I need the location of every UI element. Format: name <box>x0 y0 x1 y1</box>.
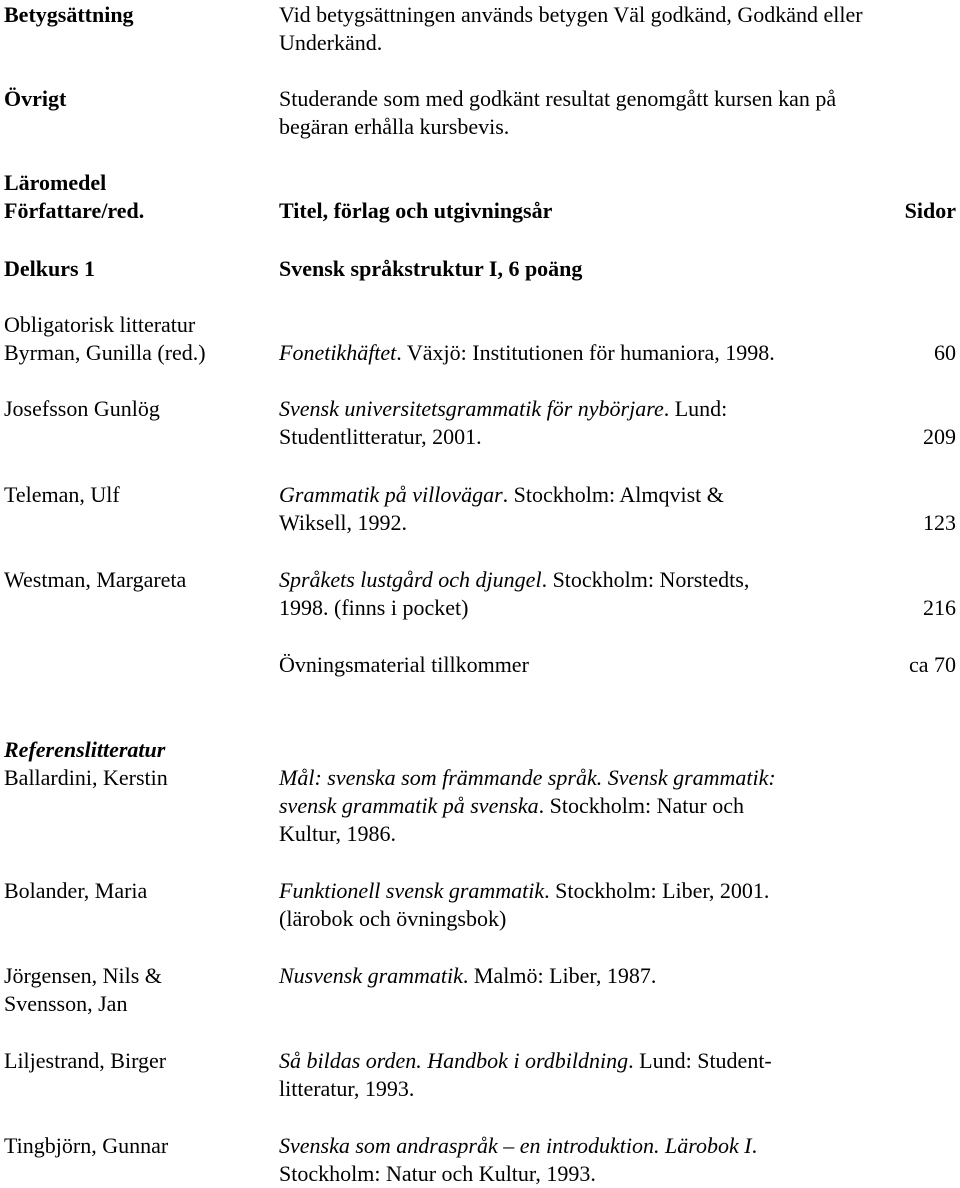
mandatory-title-line-1 <box>279 480 724 509</box>
mandatory-author: Teleman, Ulf <box>4 482 120 507</box>
reference-author-line-1: Jörgensen, Nils & <box>4 963 162 988</box>
reference-author: Liljestrand, Birger <box>4 1048 167 1073</box>
reference-title-line-2: (lärobok och övningsbok) <box>279 906 507 931</box>
pages-column-header: Sidor <box>904 198 956 223</box>
page-count: 216 <box>923 595 956 620</box>
book-title: Svensk universitetsgrammatik för nybörjare <box>279 396 664 421</box>
other-text-line-1: Studerande som med godkänt resultat genomgått kursen kan på <box>279 86 837 111</box>
mandatory-author: Josefsson Gunlög <box>4 396 160 421</box>
subcourse-label: Delkurs 1 <box>4 256 96 281</box>
grading-text-line-2: Underkänd. <box>279 30 383 55</box>
reference-title-line-1 <box>279 876 769 905</box>
reference-author: Tingbjörn, Gunnar <box>4 1133 169 1158</box>
reference-title-line-1: Mål: svenska som främmande språk. Svensk grammatik: <box>279 765 776 790</box>
publisher-info: . Växjö: Institutionen för humaniora, 1998. <box>396 340 775 365</box>
mandatory-literature-label: Obligatorisk litteratur <box>4 312 196 337</box>
subcourse-title: Svensk språkstruktur I, 6 poäng <box>279 256 583 281</box>
materials-label: Läromedel <box>4 170 107 195</box>
page-count: 60 <box>934 340 956 365</box>
reference-author: Bolander, Maria <box>4 878 148 903</box>
book-title: Språkets lustgård och djungel <box>279 567 542 592</box>
reference-title-line-2: litteratur, 1993. <box>279 1076 415 1101</box>
book-title: svensk grammatik på svenska <box>279 793 539 818</box>
reference-literature-label: Referenslitteratur <box>4 737 166 762</box>
publisher-info: . Lund: <box>663 396 728 421</box>
reference-author: Ballardini, Kerstin <box>4 765 168 790</box>
exercise-material-text: Övningsmaterial tillkommer <box>279 652 529 677</box>
author-column-header: Författare/red. <box>4 198 145 223</box>
mandatory-author: Byrman, Gunilla (red.) <box>4 340 206 365</box>
publisher-info: . Stockholm: Natur och <box>538 793 744 818</box>
reference-title-line-1 <box>279 1046 772 1075</box>
mandatory-title-line-2: Studentlitteratur, 2001. <box>279 424 482 449</box>
page-count: 123 <box>923 510 956 535</box>
book-title: Svenska som andraspråk – en introduktion. Lärobok I <box>279 1133 752 1158</box>
mandatory-title-line-1 <box>279 565 749 594</box>
reference-author-line-2: Svensson, Jan <box>4 991 128 1016</box>
reference-title-line-2 <box>279 791 744 820</box>
title-column-header: Titel, förlag och utgivningsår <box>279 198 553 223</box>
other-label: Övrigt <box>4 86 67 111</box>
publisher-info: . Lund: Student- <box>628 1048 772 1073</box>
mandatory-author: Westman, Margareta <box>4 567 187 592</box>
grading-label: Betygsättning <box>4 2 134 27</box>
mandatory-title-line-1 <box>279 338 775 367</box>
reference-title-line-1 <box>279 1131 757 1160</box>
other-text-line-2: begäran erhålla kursbevis. <box>279 114 510 139</box>
reference-title-line-1 <box>279 961 656 990</box>
mandatory-title-line-1 <box>279 394 727 423</box>
book-title: Grammatik på villovägar <box>279 482 503 507</box>
page-count: 209 <box>923 424 956 449</box>
mandatory-title-line-2: 1998. (finns i pocket) <box>279 595 469 620</box>
book-title: Nusvensk grammatik <box>279 963 463 988</box>
publisher-info: . <box>751 1133 758 1158</box>
mandatory-title-line-2: Wiksell, 1992. <box>279 510 408 535</box>
publisher-info: . Stockholm: Norstedts, <box>541 567 750 592</box>
reference-title-line-2: Stockholm: Natur och Kultur, 1993. <box>279 1161 596 1186</box>
reference-title-line-3: Kultur, 1986. <box>279 821 397 846</box>
exercise-material-pages: ca 70 <box>908 652 956 677</box>
publisher-info: . Stockholm: Liber, 2001. <box>544 878 770 903</box>
publisher-info: . Stockholm: Almqvist & <box>502 482 724 507</box>
book-title: Funktionell svensk grammatik <box>279 878 545 903</box>
book-title: Fonetikhäftet <box>279 340 397 365</box>
publisher-info: . Malmö: Liber, 1987. <box>462 963 657 988</box>
grading-text-line-1: Vid betygsättningen används betygen Väl godkänd, Godkänd eller <box>279 2 863 27</box>
book-title: Så bildas orden. Handbok i ordbildning <box>279 1048 629 1073</box>
